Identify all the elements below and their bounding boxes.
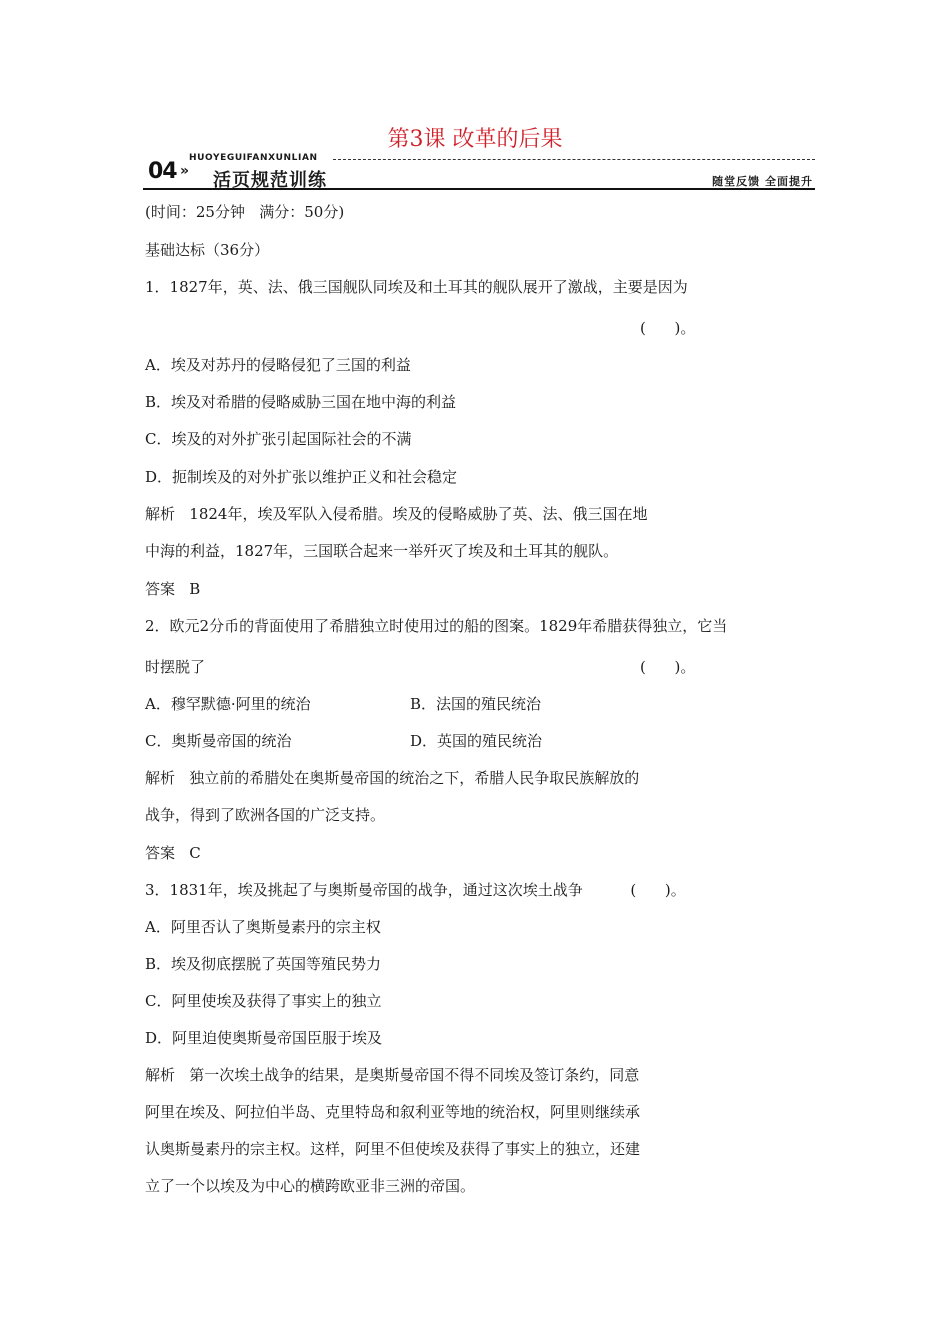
answer-blank-1: ( )。 xyxy=(640,319,696,337)
option-c: C．阿里使埃及获得了事实上的独立 xyxy=(145,992,382,1010)
exam-info: (时间：25分钟 满分：50分) xyxy=(145,203,345,221)
analysis-line: 认奥斯曼素丹的宗主权。这样，阿里不但使埃及获得了事实上的独立，还建 xyxy=(145,1140,641,1158)
option-a: A．埃及对苏丹的侵略侵犯了三国的利益 xyxy=(145,356,411,374)
section-number: 04 xyxy=(148,159,177,184)
question-2-cont: 时摆脱了 xyxy=(145,658,206,676)
lesson-title: 第3课 改革的后果 xyxy=(387,127,563,152)
section-header xyxy=(143,152,815,192)
analysis-line: 战争，得到了欧洲各国的广泛支持。 xyxy=(145,806,386,824)
header-rule xyxy=(143,188,815,190)
analysis-line: 解析 1824年，埃及军队入侵希腊。埃及的侵略威胁了英、法、俄三国在地 xyxy=(145,505,648,523)
chevron-right-icon: » xyxy=(180,163,190,179)
analysis-line: 阿里在埃及、阿拉伯半岛、克里特岛和叙利亚等地的统治权，阿里则继续承 xyxy=(145,1103,641,1121)
option-d: D．英国的殖民统治 xyxy=(410,732,543,750)
option-c: C．埃及的对外扩张引起国际社会的不满 xyxy=(145,430,412,448)
option-a: A．阿里否认了奥斯曼素丹的宗主权 xyxy=(145,918,381,936)
section-label: 活页规范训练 xyxy=(213,170,327,191)
answer-2: 答案 C xyxy=(145,844,201,862)
question-2: 2．欧元2分币的背面使用了希腊独立时使用过的船的图案。1829年希腊获得独立，它当 xyxy=(145,617,728,635)
option-c: C．奥斯曼帝国的统治 xyxy=(145,732,292,750)
option-b: B．埃及对希腊的侵略威胁三国在地中海的利益 xyxy=(145,393,457,411)
analysis-line: 中海的利益，1827年，三国联合起来一举歼灭了埃及和土耳其的舰队。 xyxy=(145,542,619,560)
analysis-line: 立了一个以埃及为中心的横跨欧亚非三洲的帝国。 xyxy=(145,1177,476,1195)
analysis-line: 解析 第一次埃土战争的结果，是奥斯曼帝国不得不同埃及签订条约，同意 xyxy=(145,1066,640,1084)
option-b: B．埃及彻底摆脱了英国等殖民势力 xyxy=(145,955,382,973)
section-heading: 基础达标（36分） xyxy=(145,241,270,259)
option-b: B．法国的殖民统治 xyxy=(410,695,542,713)
answer-blank-2: ( )。 xyxy=(640,658,696,676)
question-3: 3．1831年，埃及挑起了与奥斯曼帝国的战争，通过这次埃土战争 ( )。 xyxy=(145,881,686,899)
header-dashed-divider xyxy=(333,159,815,160)
section-subtitle: 随堂反馈 全面提升 xyxy=(712,175,813,188)
question-1: 1．1827年，英、法、俄三国舰队同埃及和土耳其的舰队展开了激战，主要是因为 xyxy=(145,278,688,296)
option-d: D．扼制埃及的对外扩张以维护正义和社会稳定 xyxy=(145,468,458,486)
section-pinyin: HUOYEGUIFANXUNLIAN xyxy=(189,153,318,163)
option-d: D．阿里迫使奥斯曼帝国臣服于埃及 xyxy=(145,1029,383,1047)
answer-1: 答案 B xyxy=(145,580,201,598)
analysis-line: 解析 独立前的希腊处在奥斯曼帝国的统治之下，希腊人民争取民族解放的 xyxy=(145,769,640,787)
option-a: A．穆罕默德·阿里的统治 xyxy=(145,695,311,713)
